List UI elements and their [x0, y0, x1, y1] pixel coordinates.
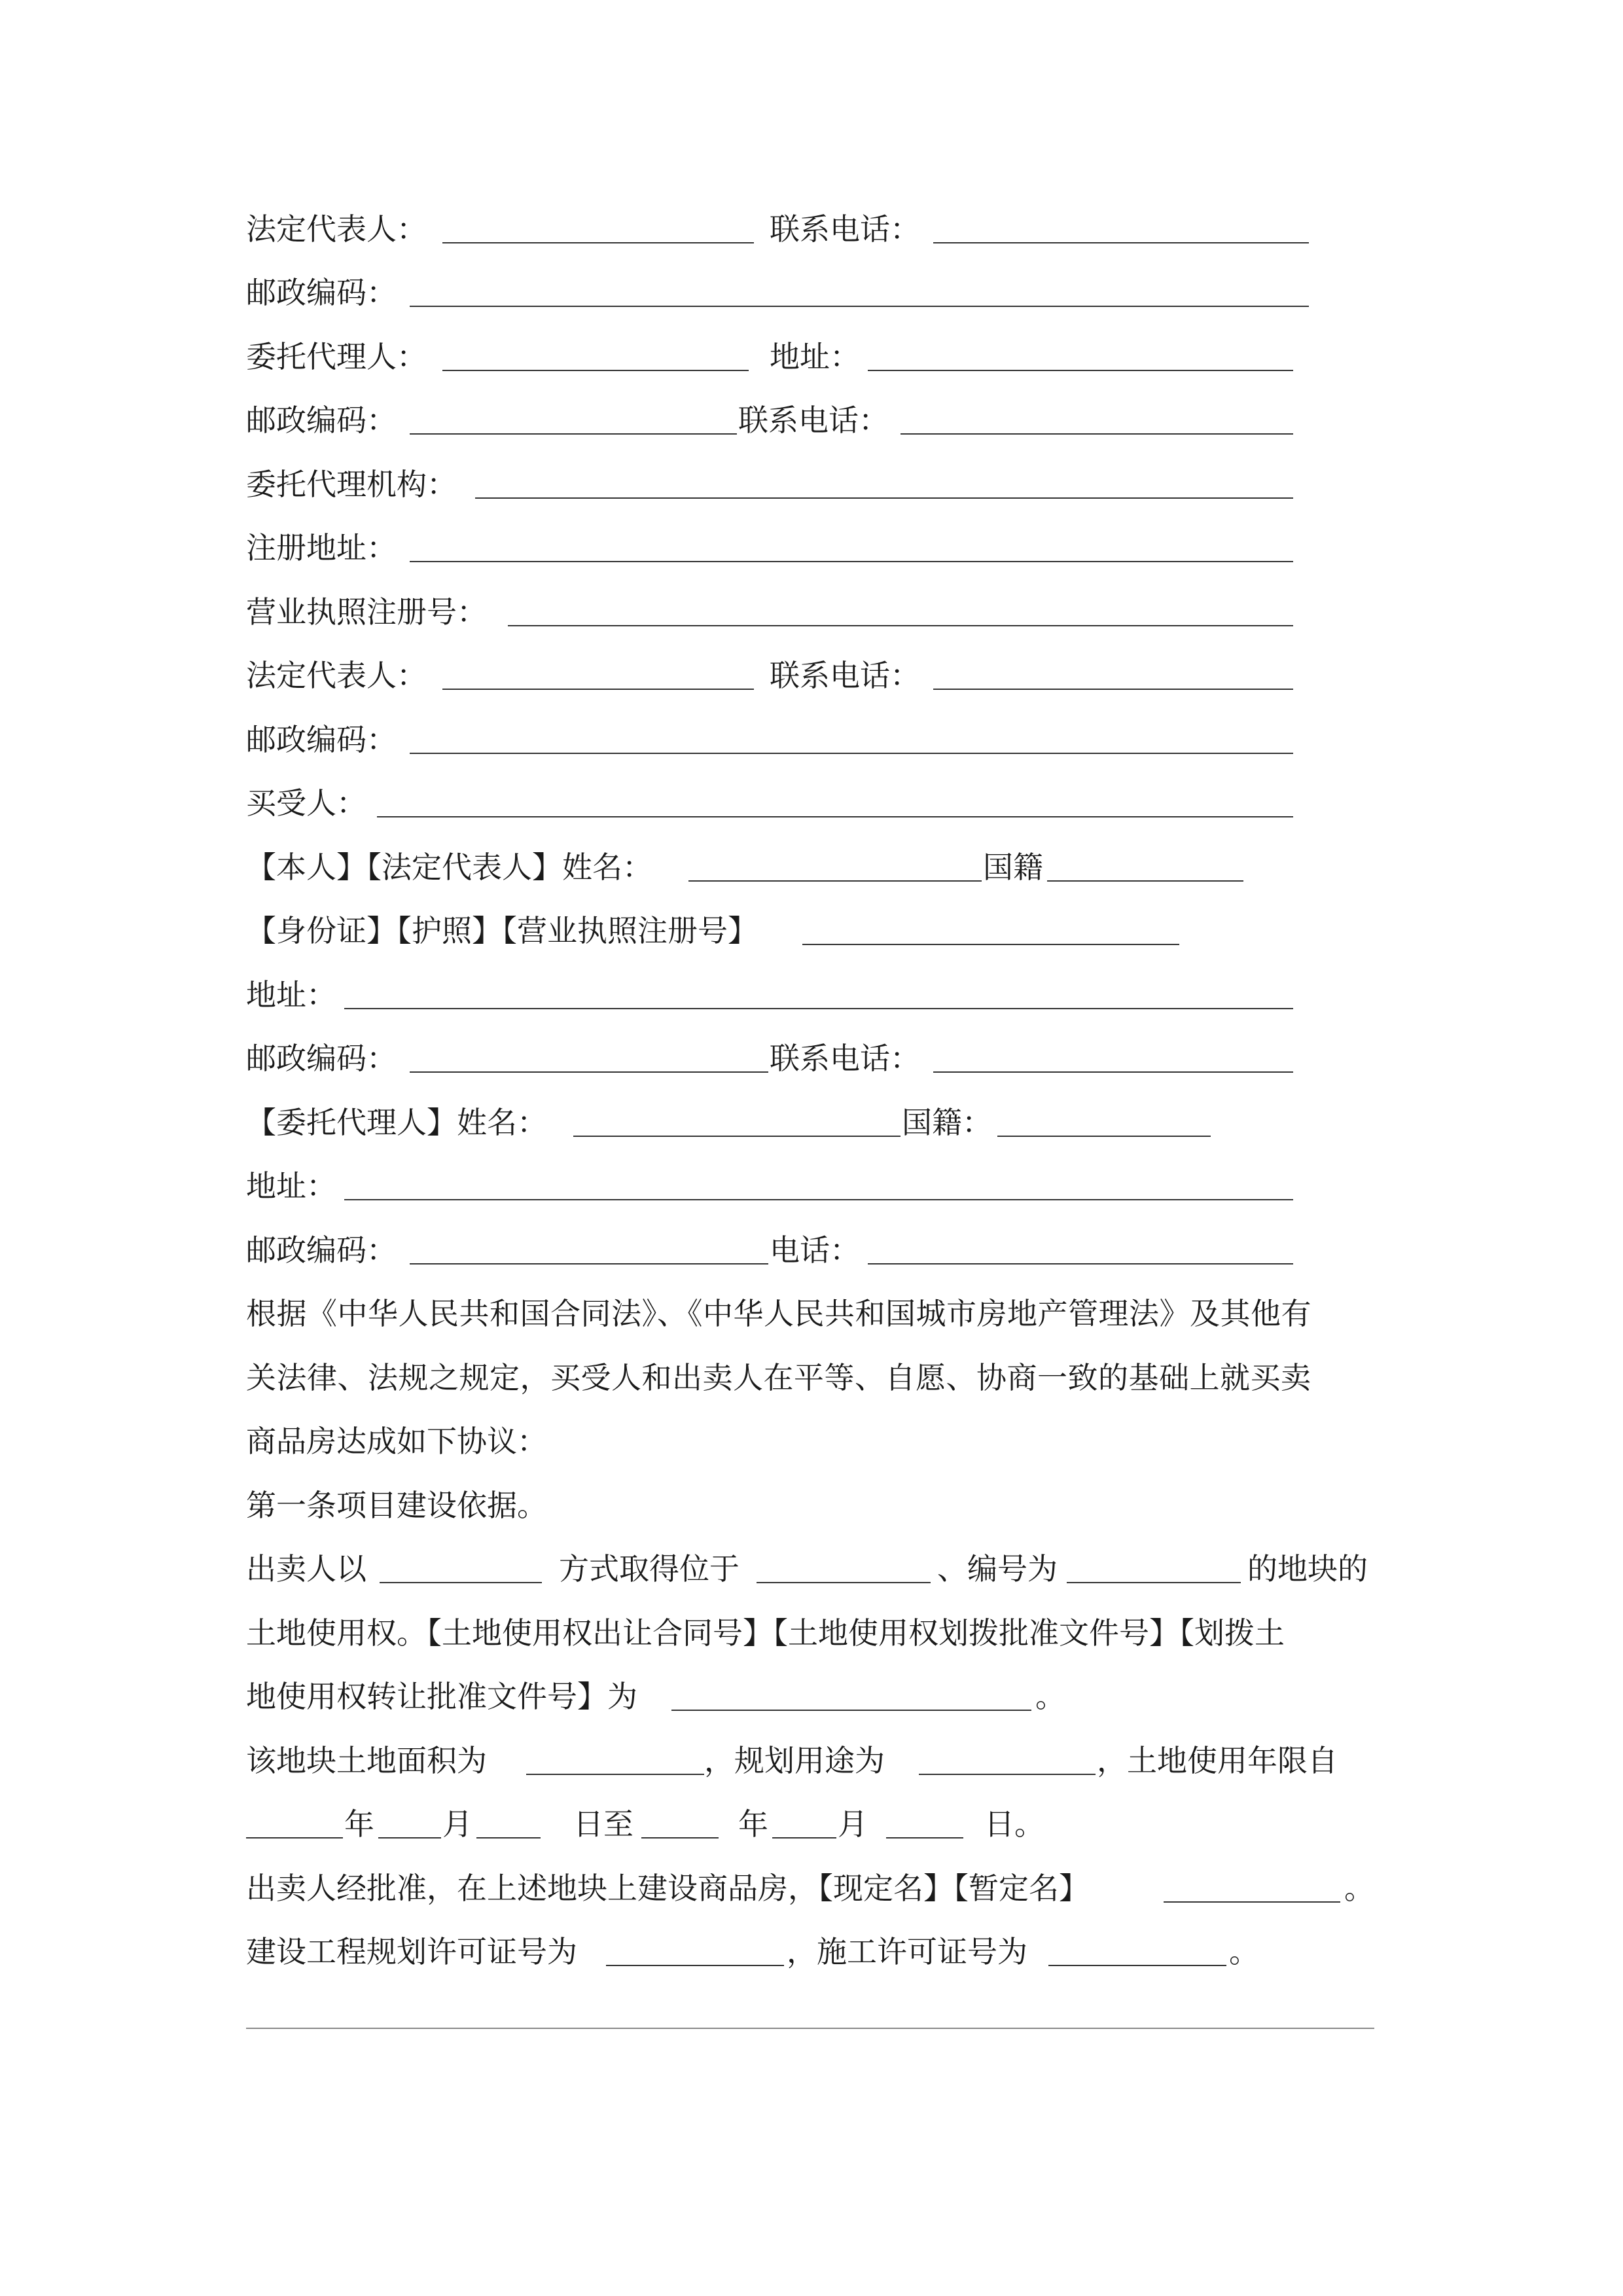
construction-permit-blank[interactable]	[1048, 1965, 1226, 1966]
phone-label: 联系电话：	[738, 403, 889, 438]
postcode-blank[interactable]	[410, 306, 1309, 307]
tel-blank[interactable]	[868, 1263, 1293, 1265]
agency-label: 委托代理机构：	[246, 467, 457, 502]
address-blank[interactable]	[868, 370, 1293, 371]
license-no-label: 营业执照注册号：	[246, 594, 487, 630]
month-label: 月	[442, 1806, 473, 1842]
phone-blank[interactable]	[933, 1071, 1293, 1073]
address-label: 地址：	[770, 339, 860, 374]
article-1-title: 第一条项目建设依据。	[246, 1488, 547, 1523]
land-area-text-b: ，规划用途为	[704, 1743, 885, 1778]
day-end-label: 日。	[984, 1806, 1044, 1842]
land-area-text-a: 该地块土地面积为	[246, 1743, 487, 1778]
phone-label: 联系电话：	[770, 658, 920, 693]
land-number-blank[interactable]	[1067, 1582, 1241, 1583]
start-month-blank[interactable]	[378, 1837, 441, 1839]
legal-rep-label: 法定代表人：	[246, 658, 427, 693]
intro-text-2: 关法律、法规之规定，买受人和出卖人在平等、自愿、协商一致的基础上就买卖	[246, 1360, 1311, 1395]
reg-address-blank[interactable]	[410, 561, 1293, 562]
legal-rep-blank[interactable]	[442, 689, 754, 690]
project-name-blank[interactable]	[1164, 1901, 1340, 1903]
land-source-text-d: 的地块的	[1247, 1551, 1368, 1587]
footer-divider	[246, 2028, 1374, 2029]
postcode-label: 邮政编码：	[246, 1232, 397, 1268]
agent-blank[interactable]	[442, 370, 749, 371]
start-day-blank[interactable]	[476, 1837, 541, 1839]
agent-label: 委托代理人：	[246, 339, 427, 374]
project-name-end: 。	[1344, 1871, 1374, 1906]
intro-text-1: 根据《中华人民共和国合同法》、《中华人民共和国城市房地产管理法》及其他有	[246, 1296, 1311, 1331]
postcode-blank[interactable]	[410, 1071, 768, 1073]
land-location-blank[interactable]	[757, 1582, 931, 1583]
permit-text-b: ，施工许可证号为	[787, 1934, 1027, 1969]
year-label: 年	[738, 1806, 768, 1842]
phone-label: 联系电话：	[770, 211, 920, 247]
land-source-text-c: 、编号为	[937, 1551, 1058, 1587]
phone-blank[interactable]	[933, 242, 1309, 243]
buyer-agent-label: 【委托代理人】姓名：	[246, 1105, 547, 1140]
phone-blank[interactable]	[901, 433, 1293, 435]
land-transfer-text: 地使用权转让批准文件号】为	[246, 1679, 637, 1714]
land-source-text-a: 出卖人以	[246, 1551, 366, 1587]
address-blank[interactable]	[344, 1199, 1293, 1200]
land-transfer-end: 。	[1035, 1679, 1065, 1714]
tel-label: 电话：	[770, 1232, 860, 1268]
day-to-label: 日至	[573, 1806, 633, 1842]
land-source-text-b: 方式取得位于	[559, 1551, 740, 1587]
buyer-blank[interactable]	[377, 816, 1293, 817]
project-name-text: 出卖人经批准，在上述地块上建设商品房，【现定名】【暂定名】	[246, 1871, 1089, 1906]
phone-blank[interactable]	[933, 689, 1293, 690]
legal-rep-label: 法定代表人：	[246, 211, 427, 247]
acquisition-method-blank[interactable]	[380, 1582, 542, 1583]
nationality-blank[interactable]	[997, 1136, 1211, 1137]
permit-end: 。	[1229, 1934, 1259, 1969]
id-doc-label: 【身份证】【护照】【营业执照注册号】	[246, 913, 758, 948]
start-year-blank[interactable]	[246, 1837, 343, 1839]
postcode-label: 邮政编码：	[246, 1041, 397, 1076]
end-year-blank[interactable]	[641, 1837, 719, 1839]
agency-blank[interactable]	[475, 497, 1293, 499]
end-month-blank[interactable]	[772, 1837, 836, 1839]
land-right-text: 土地使用权。【土地使用权出让合同号】【土地使用权划拨批准文件号】【划拨土	[246, 1615, 1285, 1651]
month-label: 月	[838, 1806, 868, 1842]
postcode-label: 邮政编码：	[246, 403, 397, 438]
postcode-blank[interactable]	[410, 753, 1293, 754]
buyer-label: 买受人：	[246, 785, 366, 821]
approval-doc-blank[interactable]	[671, 1710, 1031, 1711]
address-label: 地址：	[246, 1168, 336, 1204]
land-area-blank[interactable]	[526, 1774, 704, 1775]
land-area-text-c: ，土地使用年限自	[1097, 1743, 1338, 1778]
nationality-label: 国籍	[983, 850, 1043, 885]
year-label: 年	[344, 1806, 374, 1842]
license-no-blank[interactable]	[508, 625, 1293, 626]
id-doc-blank[interactable]	[802, 944, 1179, 945]
phone-label: 联系电话：	[770, 1041, 920, 1076]
address-blank[interactable]	[344, 1008, 1293, 1009]
postcode-label: 邮政编码：	[246, 275, 397, 310]
planned-use-blank[interactable]	[919, 1774, 1096, 1775]
postcode-blank[interactable]	[410, 433, 737, 435]
legal-rep-blank[interactable]	[442, 242, 754, 243]
planning-permit-blank[interactable]	[606, 1965, 784, 1966]
reg-address-label: 注册地址：	[246, 530, 397, 565]
address-label: 地址：	[246, 977, 336, 1013]
nationality-blank[interactable]	[1047, 880, 1243, 882]
buyer-identity-label: 【本人】【法定代表人】姓名：	[246, 850, 652, 885]
nationality-label: 国籍：	[902, 1105, 992, 1140]
buyer-agent-blank[interactable]	[573, 1136, 901, 1137]
permit-text-a: 建设工程规划许可证号为	[246, 1934, 577, 1969]
intro-text-3: 商品房达成如下协议：	[246, 1424, 547, 1459]
postcode-label: 邮政编码：	[246, 722, 397, 757]
end-day-blank[interactable]	[886, 1837, 963, 1839]
postcode-blank[interactable]	[410, 1263, 768, 1265]
buyer-name-blank[interactable]	[688, 880, 982, 882]
